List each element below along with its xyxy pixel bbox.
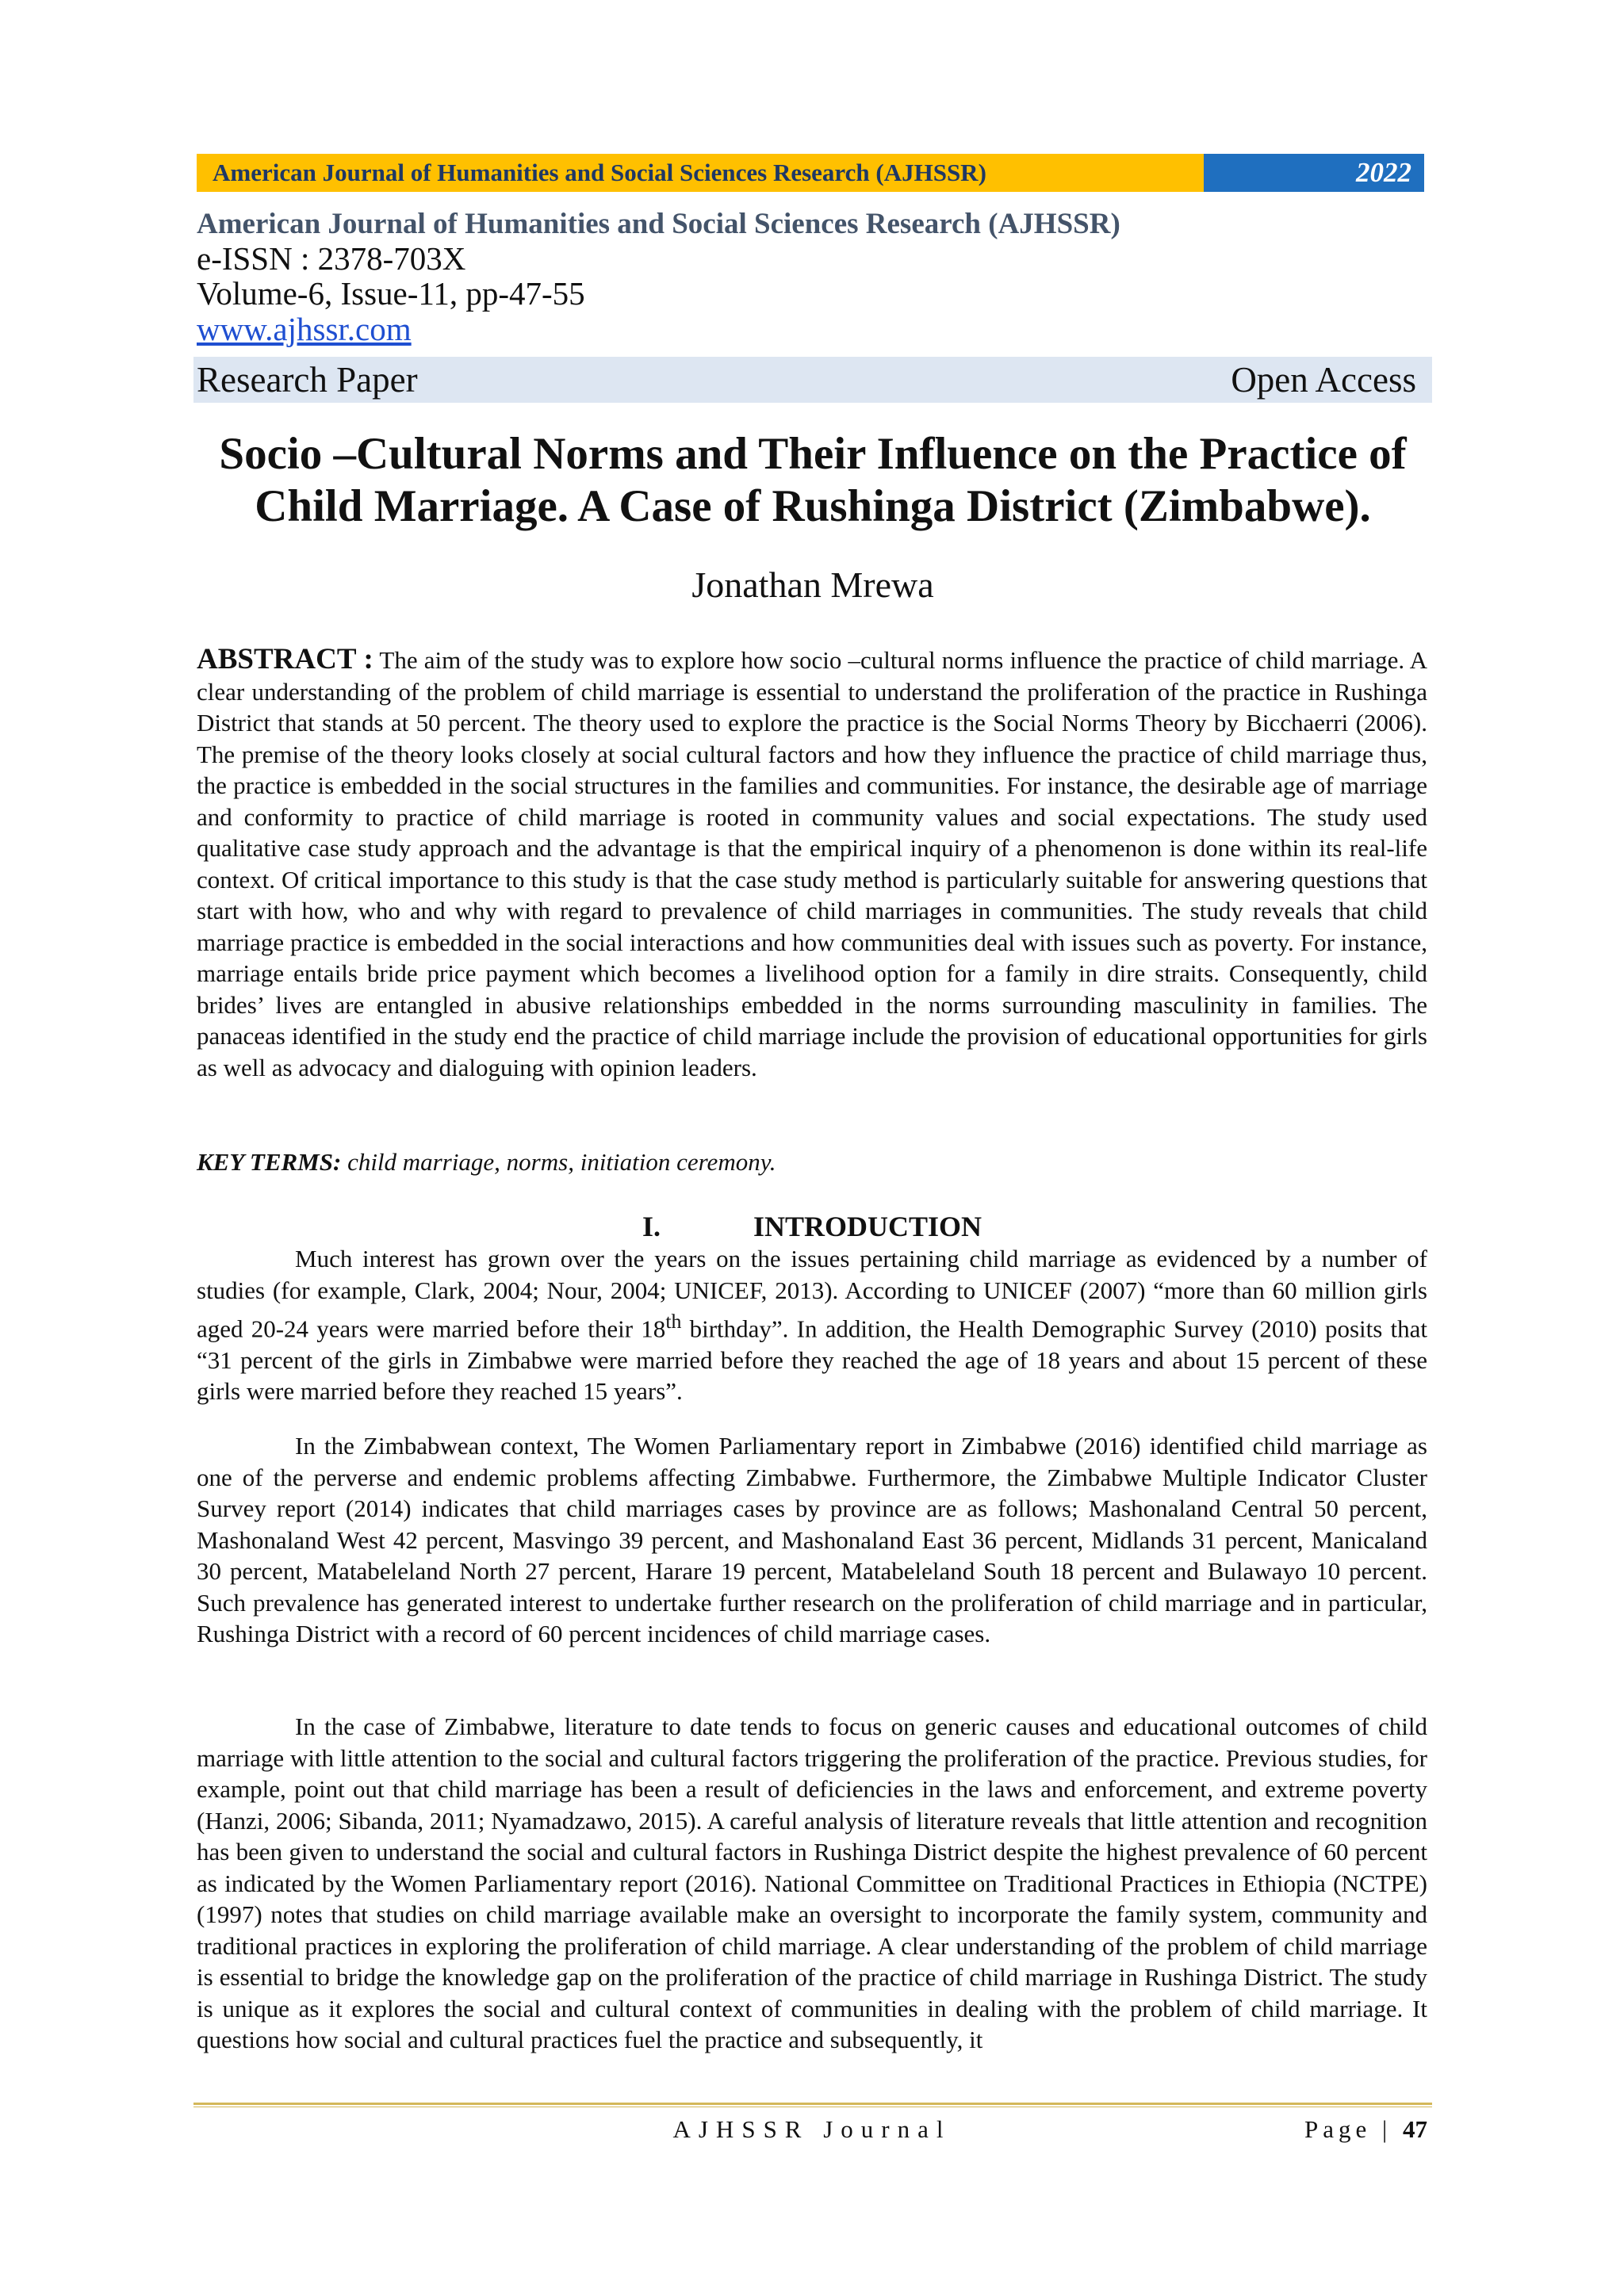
key-terms	[197, 1146, 1427, 1178]
meta-issn: e-ISSN : 2378-703X	[197, 240, 466, 277]
footer-page-number: 47	[1403, 2115, 1427, 2143]
paper-title	[174, 428, 1451, 533]
intro-p1-part-b: birthday”. In addition, the Health Demographic Survey (2010) posits that “31 percent of the girls in Zimbabwe were married before they reached the age of 18 years and about 15 percent of these girls were married before they reached 15 years”.	[197, 1314, 1428, 1406]
intro-p1-part-a: Much interest has grown over the years on the issues pertaining child marriage as evidenced by a number of studies (for example, Clark, 2004; Nour, 2004; UNICEF, 2013). According to UNICEF (2007) “more than 60 million girls aged 20-24 years were married before their 18	[197, 1245, 1427, 1343]
header-year: 2022	[1204, 154, 1424, 192]
abstract-label: ABSTRACT :	[197, 643, 373, 675]
page-footer	[197, 2112, 1427, 2147]
paper-title-line-1: Socio –Cultural Norms and Their Influence on the Practice of	[219, 429, 1407, 479]
author-name: Jonathan Mrewa	[691, 564, 934, 605]
paper-title-line-2: Child Marriage. A Case of Rushinga District (Zimbabwe).	[255, 481, 1371, 531]
footer-page-label: Page |	[1304, 2115, 1392, 2143]
footer-journal: AJHSSR Journal	[672, 2115, 952, 2143]
journal-meta	[197, 208, 1434, 347]
access-type: Open Access	[1231, 360, 1416, 400]
paper-type: Research Paper	[197, 360, 418, 400]
abstract	[197, 644, 1427, 1083]
section-number: I.	[642, 1211, 661, 1242]
meta-volume: Volume-6, Issue-11, pp-47-55	[197, 275, 585, 312]
header-journal-name: American Journal of Humanities and Social Sciences Research (AJHSSR)	[197, 154, 1204, 192]
key-terms-value: child marriage, norms, initiation ceremony.	[347, 1148, 776, 1176]
intro-paragraph-3: In the case of Zimbabwe, literature to date tends to focus on generic causes and educational outcomes of child marriage with little attention to the social and cultural factors triggering the proliferation of the practice. Previous studies, for example, point out that child marriage has been a result of deficiencies in the laws and enforcement, and extreme poverty (Hanzi, 2006; Sibanda, 2011; Nyamadzawo, 2015). A careful analysis of literature reveals that little attention and recognition has been given to understand the social and cultural factors in Rushinga District despite the highest prevalence of 60 percent as indicated by the Women Parliamentary report (2016). National Committee on Traditional Practices in Ethiopia (NCTPE) (1997) notes that studies on child marriage available make an oversight to incorporate the family system, community and traditional practices in exploring the proliferation of child marriage. A clear understanding of the problem of child marriage is essential to bridge the knowledge gap on the proliferation of the practice of child marriage in Rushinga District. The study is unique as it explores the social and cultural context of communities in dealing with the problem of child marriage. It questions how social and cultural practices fuel the practice and subsequently, it	[197, 1712, 1427, 2053]
abstract-text: The aim of the study was to explore how socio –cultural norms influence the practice of child marriage. A clear understanding of the problem of child marriage is essential to understand the proliferation of the practice in Rushinga District that stands at 50 percent. The theory used to explore the practice is the Social Norms Theory by Bicchaerri (2006). The premise of the theory looks closely at social cultural factors and how they influence the practice of child marriage thus, the practice is embedded in the social structures in the families and communities. For instance, the desirable age of marriage and conformity to practice of child marriage is rooted in community values and social expectations. The study used qualitative case study approach and the advantage is that the empirical inquiry of a phenomenon is done within its real-life context. Of critical importance to this study is that the case study method is particularly suitable for answering questions that start with how, who and why with regard to prevalence of child marriages in communities. The study reveals that child marriage practice is embedded in the social interactions and how communities deal with issues such as poverty. For instance, marriage entails bride price payment which becomes a livelihood option for a family in dire straits. Consequently, child brides’ lives are entangled in abusive relationships embedded in the norms surrounding masculinity in families. The panaceas identified in the study end the practice of child marriage include the provision of educational opportunities for girls as well as advocacy and dialoguing with opinion leaders.	[197, 646, 1427, 1081]
footer-divider	[193, 2103, 1432, 2105]
intro-paragraph-1	[197, 1243, 1427, 1407]
footer-page	[1304, 2112, 1427, 2147]
key-terms-label: KEY TERMS:	[197, 1148, 342, 1176]
intro-p1-superscript: th	[665, 1310, 682, 1333]
journal-header-band	[197, 154, 1424, 192]
section-title: INTRODUCTION	[753, 1211, 982, 1242]
meta-journal-name: American Journal of Humanities and Social Sciences Research (AJHSSR)	[197, 208, 1120, 240]
paper-type-bar	[193, 357, 1432, 403]
section-heading-introduction	[197, 1210, 1427, 1243]
intro-paragraph-2: In the Zimbabwean context, The Women Parliamentary report in Zimbabwe (2016) identified child marriage as one of the perverse and endemic problems affecting Zimbabwe. Furthermore, the Zimbabwe Multiple Indicator Cluster Survey report (2014) indicates that child marriages cases by province are as follows; Mashonaland Central 50 percent, Mashonaland West 42 percent, Masvingo 39 percent, and Mashonaland East 36 percent, Midlands 31 percent, Manicaland 30 percent, Matabeleland North 27 percent, Harare 19 percent, Matabeleland South 18 percent and Bulawayo 10 percent. Such prevalence has generated interest to undertake further research on the proliferation of child marriage and in particular, Rushinga District with a record of 60 percent incidences of child marriage cases.	[197, 1432, 1427, 1647]
journal-website-link[interactable]: www.ajhssr.com	[197, 311, 412, 347]
